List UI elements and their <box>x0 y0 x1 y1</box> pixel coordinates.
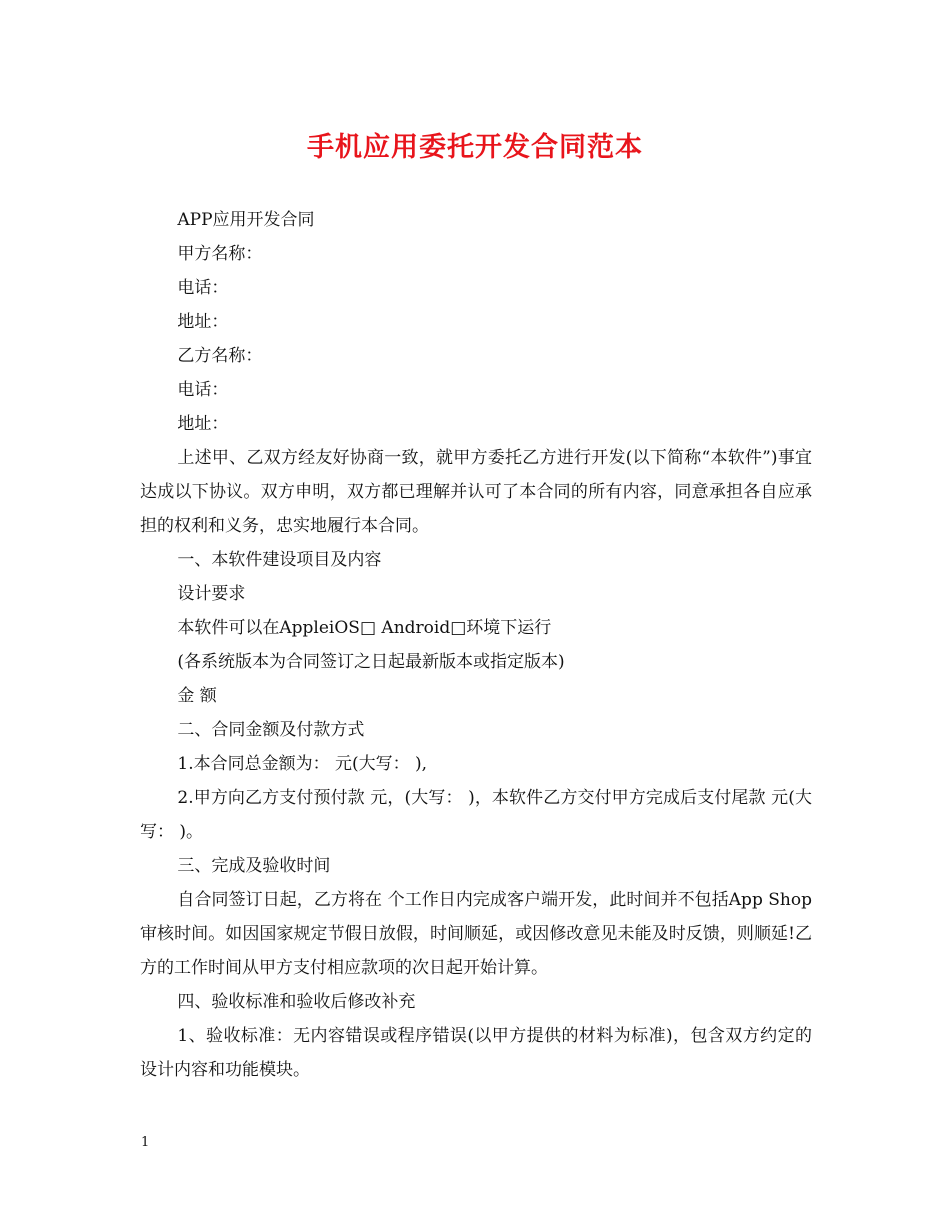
party-a-name: 甲方名称： <box>177 244 263 264</box>
version-note: (各系统版本为合同签订之日起最新版本或指定版本) <box>177 652 565 672</box>
clause-2-1: 1.本合同总金额为： 元(大写： ), <box>177 754 428 774</box>
section-1-heading: 一、本软件建设项目及内容 <box>177 550 382 570</box>
clause-2-2: 2.甲方向乙方支付预付款 元，(大写： )，本软件乙方交付甲方完成后支付尾款 元(大写： )。 <box>140 788 812 842</box>
design-requirements: 设计要求 <box>177 584 246 604</box>
preamble-paragraph: 上述甲、乙双方经友好协商一致，就甲方委托乙方进行开发(以下简称“本软件”)事宜达成以下协议。双方申明，双方都已理解并认可了本合同的所有内容，同意承担各自应承担的权利和义务，忠实地履行本合同。 <box>140 448 812 536</box>
section-2-heading: 二、合同金额及付款方式 <box>177 720 365 740</box>
page-number: 1 <box>141 1135 150 1150</box>
party-b-phone: 电话： <box>177 380 229 400</box>
section-3-heading: 三、完成及验收时间 <box>177 856 331 876</box>
section-4-heading: 四、验收标准和验收后修改补充 <box>177 992 416 1012</box>
party-b-address: 地址： <box>177 414 229 434</box>
platform-requirements: 本软件可以在AppleiOS□ Android□环境下运行 <box>177 618 552 638</box>
amount-label: 金 额 <box>177 686 217 706</box>
document-body <box>140 203 812 1087</box>
document-title: 手机应用委托开发合同范本 <box>307 132 643 163</box>
clause-3-text: 自合同签订日起，乙方将在 个工作日内完成客户端开发，此时间并不包括App Shop审核时间。如因国家规定节假日放假，时间顺延，或因修改意见未能及时反馈，则顺延!乙方的工作时间从甲方支付相应款项的次日起开始计算。 <box>140 890 812 978</box>
party-a-address: 地址： <box>177 312 229 332</box>
party-a-phone: 电话： <box>177 278 229 298</box>
clause-4-1: 1、验收标准：无内容错误或程序错误(以甲方提供的材料为标准)，包含双方约定的设计内容和功能模块。 <box>140 1026 812 1080</box>
party-b-name: 乙方名称： <box>177 346 263 366</box>
contract-heading: APP应用开发合同 <box>177 210 315 230</box>
